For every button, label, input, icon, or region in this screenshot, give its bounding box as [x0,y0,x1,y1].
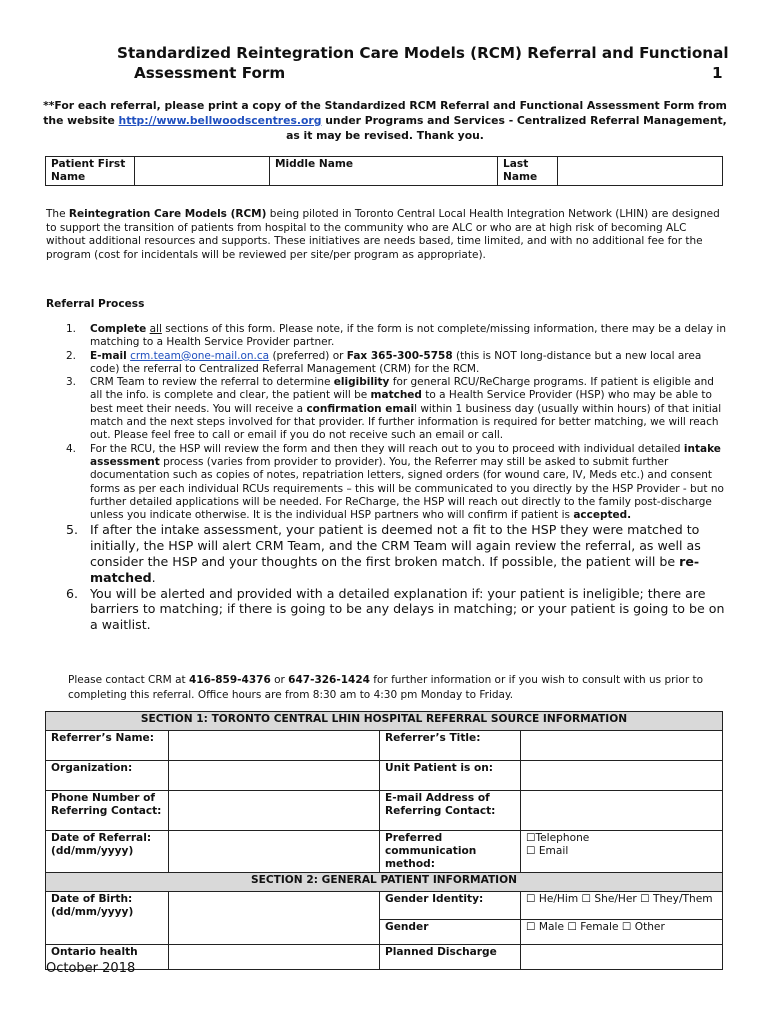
ontario-health-field[interactable] [169,945,380,970]
item-bold: accepted. [573,509,632,522]
email-checkbox[interactable]: ☐ Email [526,845,569,857]
referrer-title-field[interactable] [521,731,723,761]
item-bold: E-mail [90,349,127,362]
date-of-referral-label: Date of Referral: (dd/mm/yyyy) [46,831,169,873]
ontario-health-label: Ontario health [46,945,169,970]
dob-field[interactable] [169,892,380,945]
contact-info [68,673,728,702]
preferred-method-label: Preferred communication method: [380,831,521,873]
referrer-name-label: Referrer’s Name: [46,731,169,761]
item-bold: eligibility [333,376,390,389]
patient-first-name-label: Patient First Name [46,157,135,186]
telephone-checkbox[interactable]: ☐Telephone [526,832,590,844]
intro-text-after: under Programs and Services - Centralized Referral Management, as it may be revised. Thank you. [286,114,727,142]
item-number: 4. [66,442,77,455]
organization-field[interactable] [169,761,380,791]
preferred-method-options [521,831,723,873]
crm-email-link[interactable]: crm.team@one-mail.on.ca [130,349,270,362]
description-post: being piloted in Toronto Central Local Health Integration Network (LHIN) are designed to support the transition of patients from hospital to the community who are ALC or who are at high risk of becoming ALC without additional resources and supports. These initiatives are needs based, time limited, and with no additional fee for the program (cost for incidentals will be reviewed per site/per program as appropriate). [46,208,720,261]
description-pre: The [46,208,69,220]
item-text: process (varies from provider to provider). You, the Referrer may still be asked to submit further documentation such as copies of notes, repatriation letters, signed orders (for wound care, IV, Meds etc.) and consent forms as per each individual RCUs requirements – this will be communicated to you directly by the HSP Provider - but no further detailed applications will be needed. For ReCharge, the HSP will reach out directly to the family post-discharge unless you indicate otherwise. It is the individual HSP partners who will confirm if patient is [90,455,724,522]
phone-number-2: 647-326-1424 [288,674,370,686]
gender-identity-label: Gender Identity: [380,892,521,920]
item-bold: re-matched [90,554,700,585]
item-bold: matched [370,389,422,402]
email-label: E-mail Address of Referring Contact: [380,791,521,831]
item-bold: Complete [90,323,147,335]
intro-text-before: **For each referral, please print a copy of the Standardized RCM Referral and Functional Assessment Form from the website [43,99,727,127]
item-number: 1. [66,323,77,335]
intro-note [40,98,730,143]
item-bold: confirmation emai [306,402,415,415]
referral-process-list [66,323,726,633]
item-text: (preferred) or [269,349,347,362]
item-text: For the RCU, the HSP will review the form and then they will reach out to you to proceed with individual detailed [90,442,684,455]
item-number: 3. [66,376,77,389]
dob-label: Date of Birth: (dd/mm/yyyy) [46,892,169,945]
contact-text: for further information or if you wish to consult with us prior to completing this referral. Office hours are from 8:30 am to 4:30 pm Monday to Friday. [68,674,704,701]
website-link[interactable]: http://www.bellwoodscentres.org [118,114,322,127]
gender-label: Gender [380,920,521,945]
item-underline: all [149,323,162,335]
organization-label: Organization: [46,761,169,791]
program-description [46,208,726,262]
last-name-label: Last Name [498,157,558,186]
phone-number-1: 416-859-4376 [188,674,271,686]
fax-number: Fax 365-300-5758 [346,349,453,362]
item-bold: intake assessment [90,442,721,468]
description-bold: Reintegration Care Models (RCM) [68,208,267,220]
planned-discharge-label: Planned Discharge [380,945,521,970]
phone-label: Phone Number of Referring Contact: [46,791,169,831]
referrer-title-label: Referrer’s Title: [380,731,521,761]
planned-discharge-field[interactable] [521,945,723,970]
patient-name-table [45,156,723,186]
referral-process-heading: Referral Process [46,298,145,310]
footer-date: October 2018 [46,961,136,976]
unit-field[interactable] [521,761,723,791]
item-text: CRM Team to review the referral to determine [90,376,334,389]
contact-text: or [270,674,289,686]
date-of-referral-field[interactable] [169,831,380,873]
item-text: sections of this form. Please note, if the form is not complete/missing information, there may be a delay in matching to a Health Service Provider partner. [90,323,726,349]
form-title-line2: Assessment Form [134,64,286,82]
unit-label: Unit Patient is on: [380,761,521,791]
item-text: (this is NOT long-distance but a new local area code) the referral to Centralized Referral Management (CRM) for the RCM. [90,349,702,375]
item-text: to a Health Service Provider (HSP) who may be able to best meet their needs. You will receive a [90,389,712,415]
list-item [66,443,726,523]
referral-sections-table [45,711,723,970]
form-title: Standardized Reintegration Care Models (RCM) Referral and Functional [117,44,729,62]
list-item [66,323,726,350]
section1-heading: SECTION 1: TORONTO CENTRAL LHIN HOSPITAL REFERRAL SOURCE INFORMATION [46,712,723,731]
page-number: 1 [712,64,723,82]
item-text: l within 1 business day (usually within hours) of that initial match and the next steps involved for that provider. If further information is required for better matching, we will reach out. Please feel free to call or email if you do not receive such an email or call. [90,402,722,442]
gender-identity-options[interactable]: ☐ He/Him ☐ She/Her ☐ They/Them [521,892,723,920]
list-item [66,350,726,377]
phone-field[interactable] [169,791,380,831]
patient-first-name-field[interactable] [135,157,270,186]
contact-text: Please contact CRM at [68,674,189,686]
item-number: 6. [66,585,79,601]
gender-options[interactable]: ☐ Male ☐ Female ☐ Other [521,920,723,945]
item-text: If after the intake assessment, your patient is deemed not a fit to the HSP they were matched to initially, the HSP will alert CRM Team, and the CRM Team will again review the referral, as well as consider the HSP and your thoughts on the first broken match. If possible, the patient will be [90,522,701,570]
list-item [66,522,726,585]
list-item [66,586,726,633]
last-name-field[interactable] [558,157,723,186]
middle-name-label: Middle Name [270,157,498,186]
list-item [66,376,726,442]
item-text: You will be alerted and provided with a detailed explanation if: your patient is ineligible; there are barriers to matching; if there is going to be any delays in matching; or your patient is going to be on a waitlist. [90,585,725,633]
item-text: . [151,569,156,585]
item-text: for general RCU/ReCharge programs. If patient is eligible and all the info. is complete and clear, the patient will be [90,376,714,402]
section2-heading: SECTION 2: GENERAL PATIENT INFORMATION [46,873,723,892]
item-number: 2. [66,349,77,362]
email-field[interactable] [521,791,723,831]
referrer-name-field[interactable] [169,731,380,761]
item-number: 5. [66,522,79,538]
